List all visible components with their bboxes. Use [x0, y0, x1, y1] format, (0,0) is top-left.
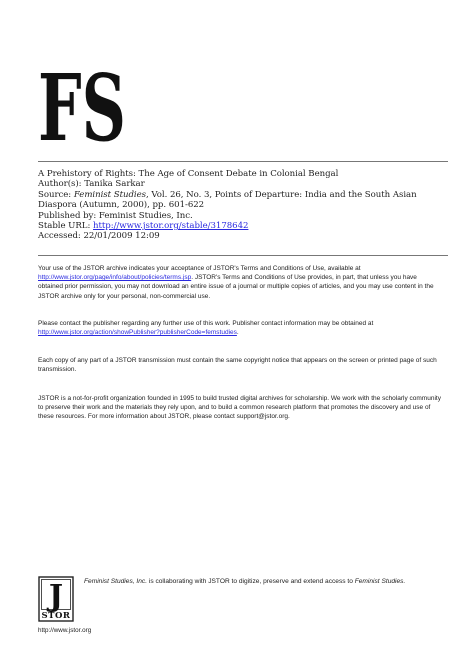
source-details: , Vol. 26, No. 3, Points of Departure: India and the South Asian [146, 189, 417, 200]
accessed-line: Accessed: 22/01/2009 12:09 [38, 231, 160, 242]
feminist-studies-logo [38, 54, 128, 162]
publisher-contact-period: . [236, 329, 239, 337]
publisher-label: Published by: [38, 210, 97, 221]
terms-link[interactable]: http://www.jstor.org/page/info/about/policies/terms.jsp [38, 274, 192, 282]
article-title: A Prehistory of Rights: The Age of Consent Debate in Colonial Bengal [38, 169, 339, 179]
footer-collaboration-text [84, 577, 454, 586]
author-name: Tanika Sarkar [84, 179, 145, 190]
terms-text: Your use of the JSTOR archive indicates your acceptance of JSTOR's Terms and Conditions of Use, available at [38, 265, 361, 272]
publisher-contact-text: Please contact the publisher regarding any further use of this work. Publisher contact information may be obtained at [38, 320, 374, 327]
source-line-2: Diaspora (Autumn, 2000), pp. 601-622 [38, 200, 205, 211]
journal-name: Feminist Studies [73, 189, 147, 200]
source-label: Source: [38, 189, 72, 200]
copyright-notice-paragraph: Each copy of any part of a JSTOR transmission must contain the same copyright notice that appears on the screen or printed page of such transmission. [38, 357, 437, 374]
stable-url-link[interactable]: http://www.jstor.org/stable/3178642 [92, 221, 249, 232]
top-divider [38, 161, 448, 162]
publisher-contact-paragraph [38, 319, 443, 337]
source-line [38, 190, 454, 200]
article-metadata [38, 169, 454, 242]
terms-text-cont: . JSTOR's Terms and Conditions of Use provides, in part, that unless you have obtained prior permission, you may not download an entire issue of a journal or multiple copies of articles, and you may use content in the JSTOR archive only for your personal, non-commercial use. [38, 274, 434, 300]
bottom-divider [38, 255, 448, 256]
footer-publisher: Feminist Studies, Inc. [84, 578, 148, 585]
author-line [38, 179, 454, 189]
logo-letters: FS [38, 54, 126, 162]
footer-middle-text: is collaborating with JSTOR to digitize, preserve and extend access to [147, 578, 355, 585]
jstor-logo [38, 576, 74, 622]
publisher-line [38, 211, 454, 221]
author-label: Author(s): [38, 179, 82, 190]
terms-paragraph [38, 264, 443, 301]
svg-text:J: J [48, 579, 64, 614]
jstor-logo-text: STOR [41, 611, 71, 621]
footer-jstor-url[interactable]: http://www.jstor.org [38, 627, 92, 634]
stable-url-line [38, 221, 454, 231]
footer-journal: Feminist Studies. [354, 578, 406, 585]
publisher-name: Feminist Studies, Inc. [98, 210, 193, 221]
publisher-contact-link[interactable]: http://www.jstor.org/action/showPublisher?publisherCode=femstudies [38, 329, 237, 337]
stable-url-label: Stable URL: [38, 221, 91, 232]
jstor-about-paragraph: JSTOR is a not-for-profit organization founded in 1995 to build trusted digital archives for scholarship. We work with the scholarly community to preserve their work and the materials they rely upon, and to build a common research platform that promotes the discovery and use of these resources. For more information about JSTOR, please contact support@jstor.org. [38, 395, 441, 421]
